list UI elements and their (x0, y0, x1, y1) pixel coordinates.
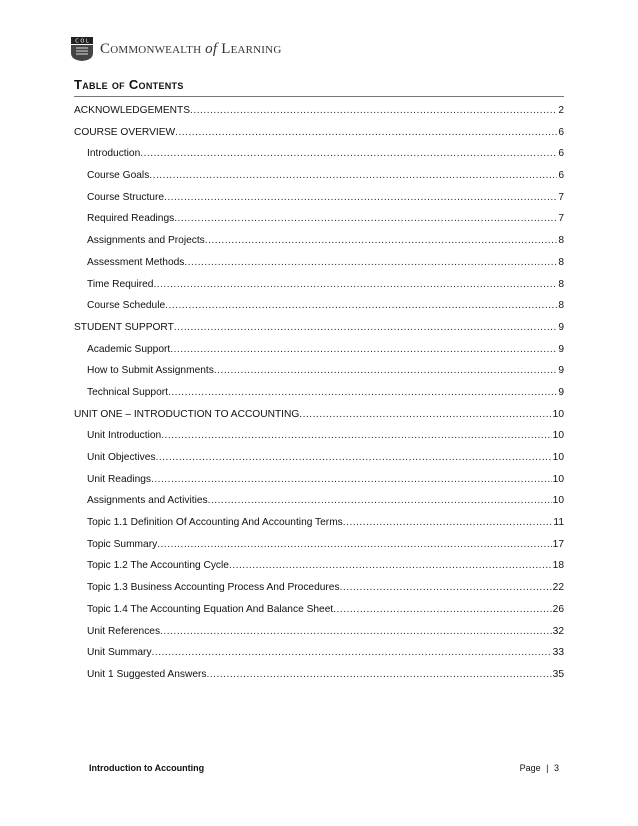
logo-text-learning: Learning (221, 40, 282, 57)
toc-dot-leader (229, 555, 552, 577)
toc-entry-page-number: 33 (552, 647, 564, 659)
footer-separator: | (546, 763, 549, 773)
toc-entry-page-number: 9 (558, 321, 564, 333)
toc-entry[interactable] (74, 208, 564, 230)
toc-dot-leader (343, 512, 553, 534)
toc-dot-leader (152, 642, 552, 664)
toc-entry-page-number: 6 (558, 170, 564, 182)
toc-entry-page-number: 10 (552, 473, 564, 485)
toc-entry-label: Course Goals (87, 170, 150, 182)
toc-entry-label: Assignments and Projects (87, 235, 205, 247)
toc-entry-label: Course Schedule (87, 300, 166, 312)
toc-entry[interactable] (74, 425, 564, 447)
toc-entry-label: Unit Summary (87, 647, 152, 659)
toc-dot-leader (156, 447, 552, 469)
toc-entry-page-number: 8 (558, 278, 564, 290)
toc-entry[interactable] (74, 274, 564, 296)
toc-entry[interactable] (74, 382, 564, 404)
col-crest-icon (70, 36, 94, 62)
toc-entry-label: Unit Introduction (87, 430, 162, 442)
toc-dot-leader (333, 599, 551, 621)
toc-entry[interactable] (74, 664, 564, 686)
toc-entry[interactable] (74, 599, 564, 621)
toc-entry-page-number: 9 (558, 343, 564, 355)
toc-entry[interactable] (74, 339, 564, 361)
toc-entry-label: Course Structure (87, 191, 165, 203)
logo-wordmark (100, 41, 281, 58)
toc-entry-label: Academic Support (87, 343, 171, 355)
toc-entry-label: Unit References (87, 625, 161, 637)
toc-entry-page-number: 7 (558, 191, 564, 203)
toc-entry-label: How to Submit Assignments (87, 365, 214, 377)
toc-entry-label: STUDENT SUPPORT (74, 321, 174, 333)
toc-dot-leader (140, 143, 557, 165)
toc-entry-label: ACKNOWLEDGEMENTS (74, 105, 191, 116)
footer-document-title: Introduction to Accounting (89, 763, 205, 773)
toc-dot-leader (153, 274, 557, 296)
toc-title-rule (74, 96, 564, 97)
toc-entry-page-number: 10 (552, 408, 564, 420)
toc-entry[interactable] (74, 469, 564, 491)
toc-entry-label: Introduction (87, 148, 141, 160)
toc-dot-leader (190, 100, 557, 122)
toc-entry-label: Unit Readings (87, 473, 151, 485)
toc-dot-leader (175, 122, 557, 144)
toc-entry-label: Required Readings (87, 213, 175, 225)
toc-dot-leader (151, 469, 552, 491)
toc-entry-page-number: 6 (558, 126, 564, 138)
toc-entry-page-number: 11 (553, 517, 564, 529)
toc-entry[interactable] (74, 100, 564, 122)
toc-dot-leader (184, 252, 557, 274)
toc-entry-label: Topic 1.1 Definition Of Accounting And Accounting Terms (87, 517, 343, 529)
toc-dot-leader (164, 187, 557, 209)
toc-entry[interactable] (74, 555, 564, 577)
footer-page-indicator (520, 763, 559, 773)
logo-text-commonwealth: Commonwealth (100, 40, 202, 57)
toc-entry-page-number: 7 (558, 213, 564, 225)
toc-entry[interactable] (74, 187, 564, 209)
toc-entry-label: Assignments and Activities (87, 495, 208, 507)
toc-entry[interactable] (74, 534, 564, 556)
toc-entry[interactable] (74, 230, 564, 252)
logo-text-of: of (205, 40, 218, 57)
toc-dot-leader (174, 208, 557, 230)
toc-entry-page-number: 18 (552, 560, 564, 572)
toc-entry-page-number: 10 (552, 495, 564, 507)
toc-dot-leader (207, 664, 552, 686)
toc-dot-leader (340, 577, 552, 599)
toc-entry-page-number: 17 (552, 538, 564, 550)
toc-entry-label: Technical Support (87, 386, 168, 398)
toc-entry[interactable] (74, 512, 564, 534)
logo (70, 34, 281, 64)
footer-page-number: 3 (553, 763, 559, 773)
logo-badge-text: C O L (75, 38, 89, 45)
toc-entry-label: Unit Objectives (87, 452, 156, 463)
toc-dot-leader (170, 339, 557, 361)
toc-dot-leader (160, 621, 552, 643)
toc-entry[interactable] (74, 577, 564, 599)
toc-entry-label: Unit 1 Suggested Answers (87, 668, 207, 680)
toc-entry-page-number: 10 (552, 430, 564, 442)
toc-entry[interactable] (74, 317, 564, 339)
toc-entry[interactable] (74, 295, 564, 317)
toc-dot-leader (168, 382, 557, 404)
toc-entry-label: Topic Summary (87, 538, 158, 550)
toc-entry-page-number: 35 (552, 668, 564, 680)
toc-dot-leader (165, 295, 557, 317)
toc-entry[interactable] (74, 642, 564, 664)
toc-entry[interactable] (74, 490, 564, 512)
toc-entry-page-number: 9 (558, 365, 564, 377)
toc-dot-leader (205, 230, 558, 252)
toc-entry[interactable] (74, 165, 564, 187)
toc-entry-page-number: 22 (552, 582, 564, 594)
toc-entry-page-number: 8 (558, 300, 564, 312)
toc-dot-leader (174, 317, 558, 339)
toc-dot-leader (161, 425, 551, 447)
toc-entry[interactable] (74, 447, 564, 469)
toc-dot-leader (149, 165, 557, 187)
toc-entry[interactable] (74, 143, 564, 165)
toc-entry-label: Assessment Methods (87, 256, 185, 268)
toc-entry-page-number: 8 (558, 256, 564, 268)
toc-dot-leader (299, 404, 551, 426)
toc-dot-leader (157, 534, 551, 556)
toc-entry-page-number: 8 (558, 235, 564, 247)
footer-page-label: Page (519, 763, 541, 773)
toc-dot-leader (214, 360, 557, 382)
table-of-contents (74, 100, 564, 686)
toc-entry-page-number: 6 (558, 148, 564, 160)
toc-entry[interactable] (74, 360, 564, 382)
toc-entry[interactable] (74, 404, 564, 426)
toc-entry-page-number: 2 (558, 105, 564, 116)
toc-entry-label: COURSE OVERVIEW (74, 126, 176, 138)
toc-entry-page-number: 9 (558, 386, 564, 398)
toc-entry[interactable] (74, 252, 564, 274)
toc-entry-page-number: 26 (552, 603, 564, 615)
toc-entry-label: Time Required (87, 278, 154, 290)
toc-entry[interactable] (74, 621, 564, 643)
toc-title: Table of Contents (74, 77, 184, 92)
toc-entry-page-number: 10 (552, 452, 564, 463)
toc-entry[interactable] (74, 122, 564, 144)
toc-entry-label: Topic 1.4 The Accounting Equation And Balance Sheet (87, 603, 334, 615)
toc-entry-page-number: 32 (552, 625, 564, 637)
toc-entry-label: UNIT ONE – INTRODUCTION TO ACCOUNTING (74, 408, 300, 420)
toc-entry-label: Topic 1.2 The Accounting Cycle (87, 560, 229, 572)
toc-dot-leader (208, 490, 552, 512)
toc-entry-label: Topic 1.3 Business Accounting Process And Procedures (87, 582, 340, 594)
